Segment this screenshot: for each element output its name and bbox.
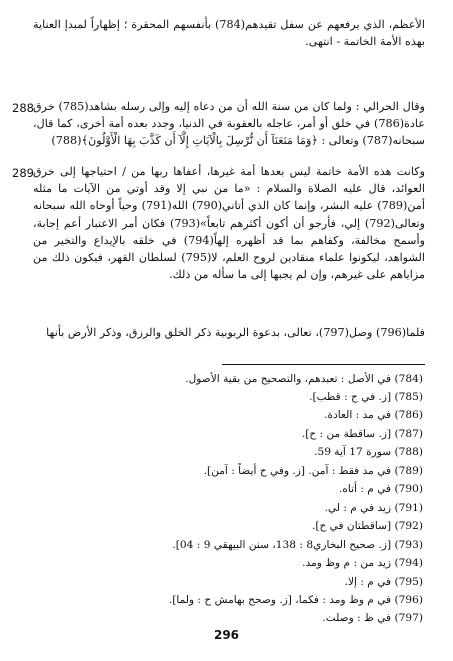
paragraph-number: 289 bbox=[12, 166, 34, 180]
footnote-787: (787) [ز. ساقطة من : ح]. bbox=[301, 428, 423, 440]
paragraph-continuation bbox=[33, 16, 425, 50]
footnote-788: (788) سورة 17 آية 59. bbox=[314, 446, 423, 458]
paragraph-288 bbox=[33, 98, 425, 150]
footnote-786: (786) في مد : العادة. bbox=[324, 409, 423, 421]
paragraph-number: 288 bbox=[12, 101, 34, 115]
paragraph-289 bbox=[33, 163, 425, 283]
footnote-784: (784) في الأصل : تعبدهم، والتصحيح من بقية الأصول. bbox=[185, 373, 423, 385]
footnote-789: (789) في مد فقط : آمن. [ز. وفي ح أيضاً : آمن]. bbox=[203, 465, 423, 477]
footnote-794: (794) زيد من : م وظ ومد. bbox=[302, 557, 423, 569]
footnote-797: (797) في ظ : وصلت. bbox=[322, 612, 423, 624]
footnote-790: (790) في م : أتاه. bbox=[338, 483, 423, 495]
page-number: 296 bbox=[213, 628, 240, 642]
footnote-792: (792) [ساقطتان في ح]. bbox=[311, 520, 423, 532]
footnote-796: (796) في م وظ ومد : فكما، [ز. وصحح بهامش ح : ولما]. bbox=[168, 594, 423, 606]
paragraph-text: الأعظم، الذي يرفعهم عن سفل تقيدهم(784) بأنفسهم المحقرة ؛ إظهاراً لمبدإ العناية بهذه الأمة الخاتمة - انتهى. bbox=[33, 18, 426, 49]
footnote-793: (793) [ز. صحيح البخاري8 : 138، سنن البيهقي 9 : 04]. bbox=[172, 539, 423, 551]
footnote-795: (795) في م : إلا. bbox=[344, 576, 423, 588]
footnote-791: (791) زيد في م : لي. bbox=[324, 502, 423, 514]
paragraph-closing bbox=[33, 324, 425, 341]
paragraph-text: فلما(796) وصل(797)، تعالى، بدعوة الربوبية ذكر الخلق والرزق، وذكر الأرض بأنها bbox=[46, 326, 425, 339]
paragraph-text: وكانت هذه الأمة خاتمة ليس بعدها أمة غيرها، أعفاها ربها من / احتياجها إلى خرق العوائد، قال عليه الصلاة والسلام : «ما من نبي إلا وقد أوتي من الآيات ما مثله أمن(789) عليه البشر، وإنما كان الذي أتاني(790) الله(791) وحياً أوحاه الله سبحانه وتعالى(792) إلي، فأرجو أن أكون أكثرهم تابعاً»(793) فكان أمر الاعتبار أعم إجابة، وأسمح مخالفة، وكفاهم بما قد أظهره إلهاً(794) في خلقه بالإيداع والتخير من الشواهد، ليكونوا علماء منقادين لروح العلم، لا(795) لسلطان القهر، فيكون ذلك من مزاياهم على غيرهم، وإن لم يجبها إلى ما سأله من ذلك. bbox=[33, 165, 425, 282]
paragraph-text: وقال الحرالي : ولما كان من سنة الله أن من دعاه إليه وإلى رسله بشاهد(785) خرق عادة(786) في خلق أو أمر، عاجله بالعقوبة في الدنيا، وجدد بعده أمة أخرى، كما قال، سبحانه(787) وتعالى : ﴿وَمَا مَنَعَنَآ أَن نُّرْسِلَ بِالْآيَاتِ إِلَّآ أَن كَذَّبَ بِهَا الْأَوَّلُونَ﴾(788) bbox=[33, 100, 425, 148]
footnote-785: (785) [ز. في ح : قطب]. bbox=[309, 391, 423, 403]
footnote-separator bbox=[222, 364, 425, 365]
